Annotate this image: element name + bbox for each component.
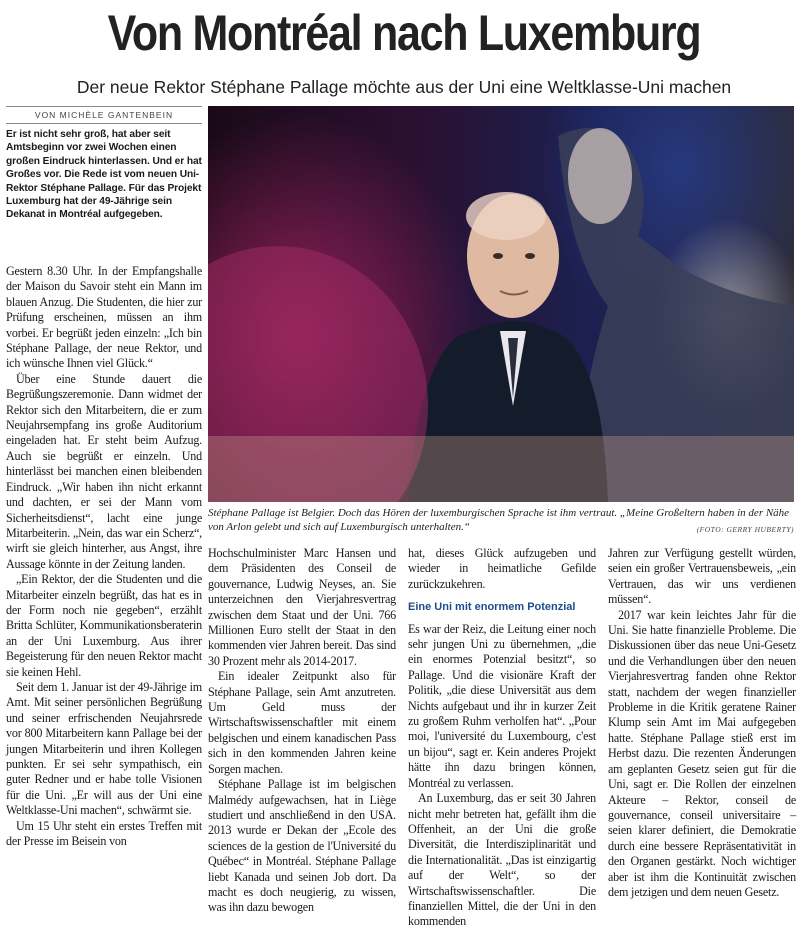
- paragraph: Hochschulminister Marc Hansen und dem Präsidenten des Conseil de gouvernance, Ludwig Neyses, an. Sie unterzeichnen den Vierjahresvertrag zwischen dem Staat und der Uni. 766 Millionen Euro stellt der Staat in den kommenden vier Jahren bereit. Das sind 30 Prozent mehr als 2014-2017.: [208, 546, 396, 668]
- paragraph: 2017 war kein leichtes Jahr für die Uni. Sie hatte finanzielle Probleme. Die Diskussionen über das neue Uni-Gesetz und die Verhandlungen über den neuen Vierjahresvertrag fanden ohne Rektor statt, nachdem der wegen finanzieller Probleme in die Kritik geratene Rainer Klump sein Amt im Mai aufgegeben hatte. Stéphane Pallage stieß erst im Herbst dazu. Die rezenten Änderungen am geplanten Gesetz seien gut für die Uni, sagt er. Die Rollen der einzelnen Akteure – Rektor, conseil de gouvernance, conseil universitaire – seien klarer definiert, die Demokratie durch eine bessere Repräsentativität in den Organen gestärkt. Noch wichtiger aber ist ihm die Kontinuität zwischen dem jetzigen und dem neuen Gesetz.: [608, 607, 796, 899]
- column-2: [208, 546, 396, 916]
- byline: VON MICHÈLE GANTENBEIN: [6, 106, 202, 124]
- paragraph: Es war der Reiz, die Leitung einer noch sehr jungen Uni zu übernehmen, „die ein enormes Potenzial besitzt“, so Pallage. Und die visionäre Kraft der Politik, „die diese Universität aus dem Nichts aufgebaut und ihr in kurzer Zeit zu großem Ruhm verholfen hat“. „Pour moi, l'université du Luxembourg, c'est un bijou“, sagt er. Kein anderes Projekt hätte ihn dazu bringen können, Montréal zu verlassen.: [408, 621, 596, 790]
- column-1: [6, 264, 202, 849]
- paragraph: hat, dieses Glück aufzugeben und wieder in heimatliche Gefilde zurückzukehren.: [408, 546, 596, 591]
- paragraph: Jahren zur Verfügung gestellt würden, seien ein großer Vertrauensbeweis, „ein Vertrauen, das wir uns verdienen müssen“.: [608, 546, 796, 607]
- paragraph: Gestern 8.30 Uhr. In der Empfangshalle der Maison du Savoir steht ein Mann im blauen Anzug. Die Studenten, die hier zur Prüfung erscheinen, müssen an ihm vorbei. Er begrüßt jeden einzeln: „Ich bin Stéphane Pallage, der neue Rektor, und ich wünsche Ihnen viel Glück.“: [6, 264, 202, 371]
- paragraph: Stéphane Pallage ist im belgischen Malmédy aufgewachsen, hat in Liège studiert und anschließend in den USA. 2013 wurde er Dekan der „Ecole des sciences de la gestion de l'Université du Québec“ in Montréal. Stéphane Pallage liebt Kanada und seinen Job dort. Da macht es doch neugierig, zu wissen, was ihn dazu bewogen: [208, 777, 396, 915]
- paragraph: Seit dem 1. Januar ist der 49-Jährige im Amt. Mit seiner persönlichen Begrüßung und seiner erfrischenden Neujahrsrede vor 800 Mitarbeitern kann Pallage bei der jungen Mitarbeiterin und ihren Kollegen punkten. Er sei sehr sympathisch, ein guter Redner und er habe tolle Visionen für die Uni. „Er will aus der Uni eine Weltklasse-Uni machen“, schwärmt sie.: [6, 679, 202, 818]
- paragraph: Um 15 Uhr steht ein erstes Treffen mit der Presse im Beisein von: [6, 818, 202, 849]
- lead-paragraph: Er ist nicht sehr groß, hat aber seit Amtsbeginn vor zwei Wochen einen großen Eindruck hinterlassen. Und er hat Großes vor. Die Rede ist vom neuen Uni-Rektor Stéphane Pallage. Für das Projekt Luxemburg hat der 49-Jährige sein Dekanat in Montréal aufgegeben.: [6, 129, 202, 221]
- photo-caption: [208, 506, 794, 537]
- caption-text: Stéphane Pallage ist Belgier. Doch das Hören der luxemburgischen Sprache ist ihm vertraut. „Meine Großeltern haben in der Nähe von Arlon gelebt und sich auf Luxemburgisch unterhalten.“: [208, 507, 790, 533]
- column-4: [608, 546, 796, 900]
- paragraph: Über eine Stunde dauert die Begrüßungszeremonie. Dann widmet der Rektor sich den Mitarbeitern, die er zum Neujahrsempfang ins große Auditorium eingeladen hat. Er steht beim Aufzug. Auch sie begrüßt er einzeln. Und hinterlässt bei manchen einen bleibenden Eindruck. „Wir haben ihn nicht erkannt und dachten, er sei der Mann vom Sicherheitsdienst“, lacht eine junge Mitarbeiterin. „Nein, das war ein Scherz“, wirft sie gleich hinterher, aus Angst, ihre Aussage könnte in der Zeitung landen.: [6, 371, 202, 571]
- section-heading: Eine Uni mit enormem Potenzial: [408, 601, 576, 614]
- portrait-photo-illustration: [208, 106, 794, 502]
- photo-credit: (FOTO: GERRY HUBERTY): [696, 525, 794, 534]
- paragraph: Ein idealer Zeitpunkt also für Stéphane Pallage, sein Amt anzutreten. Um Geld muss der Wirtschaftswissenschaftler mit einem belgischen und einem kanadischen Pass sich in den kommenden Jahren keine Sorgen machen.: [208, 669, 396, 776]
- portrait-photo: [208, 106, 794, 502]
- paragraph: „Ein Rektor, der die Studenten und die Mitarbeiter einzeln begrüßt, das hat es in der Form noch nie gegeben“, erzählt Britta Schlüter, Kommunikationsberaterin an der Uni Luxemburg. Aus ihrer Begeisterung für den neuen Rektor macht sie keinen Hehl.: [6, 572, 202, 679]
- subheadline: Der neue Rektor Stéphane Pallage möchte aus der Uni eine Weltklasse-Uni machen: [76, 77, 732, 97]
- headline: Von Montréal nach Luxemburg: [107, 5, 701, 61]
- paragraph: An Luxemburg, das er seit 30 Jahren nicht mehr betreten hat, gefällt ihm die Offenheit, an der Uni die große Diversität, die Interdisziplinarität und die Internationalität. „Das ist einzigartig auf der Welt“, so der Wirtschaftswissenschaftler. Die finanziellen Mittel, die der Uni in den kommenden: [408, 791, 596, 929]
- column-3: [408, 546, 596, 930]
